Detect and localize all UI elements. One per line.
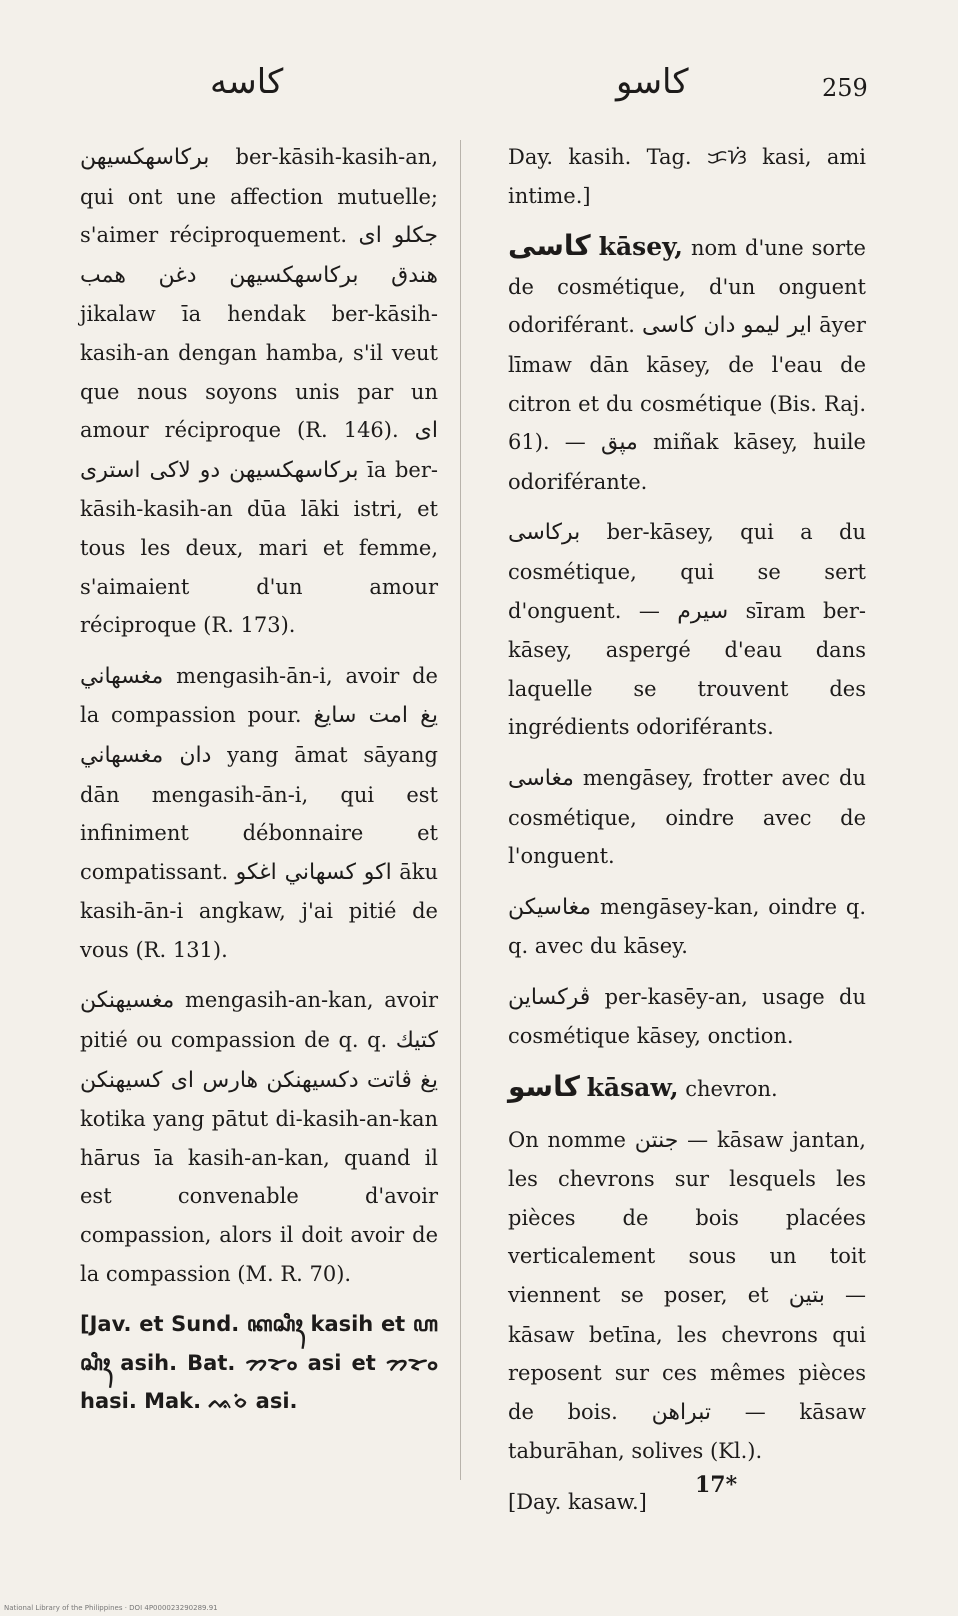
example-text: sīram ber-kāsey, aspergé d'eau dans laquelle se trouvent des ingrédients odoriférants. — [508, 598, 866, 740]
etymology-note: [Day. kasaw.] — [508, 1490, 647, 1514]
entry-kasaw-examples — [508, 1121, 866, 1471]
entry-mengasih-an-kan — [80, 981, 438, 1293]
entry-text: nom d'une sorte de cosmétique, d'un onguent odoriférant. — [508, 236, 866, 338]
entry-text: mengāsey-kan, oindre q. q. avec du kāsey. — [508, 894, 866, 959]
headword-kasey — [508, 227, 866, 501]
headword-latin: kāsey, — [598, 232, 683, 262]
arabic-example: كتيك يغ ڤاتت دكسيهنكن هارس اى كسيهنكن — [80, 1028, 438, 1093]
scan-footer: National Library of the Philippines · DOI 4P000023290289.91 — [4, 1604, 218, 1612]
entry-text: chevron. — [685, 1077, 778, 1102]
page-number: 259 — [822, 74, 868, 102]
example-text: jikalaw īa hendak ber-kāsih-kasih-an dengan hamba, s'il veut que nous soyons unis par un amour réciproque (R. 146). — [80, 302, 438, 443]
etymology-continued: Day. kasih. Tag. ᜃᜐᜒ kasi, ami intime.] — [508, 145, 866, 208]
left-column — [80, 138, 438, 1433]
arabic-term: بركاسهكسيهن — [80, 145, 210, 170]
arabic-term: مغاسى — [508, 765, 574, 791]
entry-text: — kāsaw taburāhan, solives (Kl.). — [508, 1399, 866, 1464]
arabic-term: ڤركساين — [508, 984, 591, 1010]
signature-mark: 17* — [695, 1472, 738, 1498]
entry-text: ber-kāsih-kasih-an, qui ont une affection mutuelle; s'aimer réciproquement. — [80, 145, 438, 248]
arabic-example: اكو كسهاني اغكو — [235, 859, 392, 885]
example-text: yang āmat sāyang dān mengasih-ān-i, qui est infiniment débonnaire et compatissant. — [80, 742, 438, 884]
entry-text: mengāsey, frotter avec du cosmétique, oindre avec de l'onguent. — [508, 765, 866, 869]
arabic-term: مغسيهنكن — [80, 988, 175, 1014]
arabic-example: اى بركاسهكسيهن دو لاكى استرى — [80, 418, 438, 483]
headword-kasaw — [508, 1068, 866, 1109]
arabic-term: جنتن — [634, 1127, 679, 1153]
entry-text: — kāsaw jantan, les chevrons sur lesquels les pièces de bois placées verticalement sous un toit viennent se poser, et — [508, 1127, 866, 1308]
arabic-term: بتين — [788, 1283, 825, 1309]
etymology-note: [Jav. et Sund. ꦏꦱꦶꦃ kasih et ꦲꦱꦶꦃ asih. Bat. ᯂᯘᯪ asi et ᯂᯘᯪ hasi. Mak. ᨕᨔᨗ asi. — [80, 1312, 438, 1414]
entry-text: per-kasēy-an, usage du cosmétique kāsey, onction. — [508, 984, 866, 1049]
right-column — [508, 138, 866, 1534]
header-right-word: كاسو — [616, 62, 689, 102]
entry-berkasih-kasih-an — [80, 138, 438, 645]
arabic-term: مغاسيكن — [508, 894, 592, 920]
entry-ber-kasey — [508, 513, 866, 747]
entry-text: On nomme — [508, 1127, 626, 1152]
example-text: kotika yang pātut di-kasih-an-kan hārus īa kasih-an-kan, quand il est convenable d'avoir compassion, alors il doit avoir de la compassion (M. R. 70). — [80, 1107, 438, 1286]
example-text: āyer līmaw dān kāsey, de l'eau de citron et du cosmétique (Bis. Raj. 61). — — [508, 313, 866, 455]
example-text: īa ber-kāsih-kasih-an dūa lāki istri, et tous les deux, mari et femme, s'aimaient d'un amour réciproque (R. 173). — [80, 457, 438, 638]
arabic-term: مغسهاني — [80, 663, 164, 689]
arabic-example: جكلو اى هندق بركاسهكسيهن دغن همب — [80, 223, 438, 288]
entry-per-kasey-an — [508, 978, 866, 1056]
example-text: miñak kāsey, huile odoriférante. — [508, 430, 866, 494]
arabic-example: سيرم — [677, 598, 729, 624]
entry-text: mengasih-ān-i, avoir de la compassion pour. — [80, 663, 438, 728]
arabic-term: تبراهن — [651, 1399, 711, 1425]
arabic-example: مپق — [601, 430, 638, 456]
headword-arabic: كاسى — [508, 229, 591, 263]
column-divider — [460, 140, 461, 1480]
header-left-word: كاسه — [210, 62, 284, 102]
headword-arabic: كاسو — [508, 1070, 580, 1104]
entry-mengasey — [508, 759, 866, 876]
arabic-example: يغ امت سايغ دان مغسهاني — [80, 703, 438, 768]
arabic-example: اير ليمو دان كاسى — [641, 313, 813, 339]
headword-latin: kāsaw, — [586, 1073, 679, 1103]
example-text: āku kasih-ān-i angkaw, j'ai pitié de vous (R. 131). — [80, 859, 438, 962]
entry-text: ber-kāsey, qui a du cosmétique, qui se sert d'onguent. — — [508, 520, 866, 623]
entry-mengasey-kan — [508, 888, 866, 966]
entry-text: — kāsaw betīna, les chevrons qui reposent sur ces mêmes pièces de bois. — [508, 1283, 866, 1424]
entry-text: mengasih-an-kan, avoir pitié ou compassion de q. q. — [80, 988, 438, 1053]
entry-mengasih-an-i — [80, 657, 438, 970]
arabic-term: بركاسى — [508, 520, 581, 546]
